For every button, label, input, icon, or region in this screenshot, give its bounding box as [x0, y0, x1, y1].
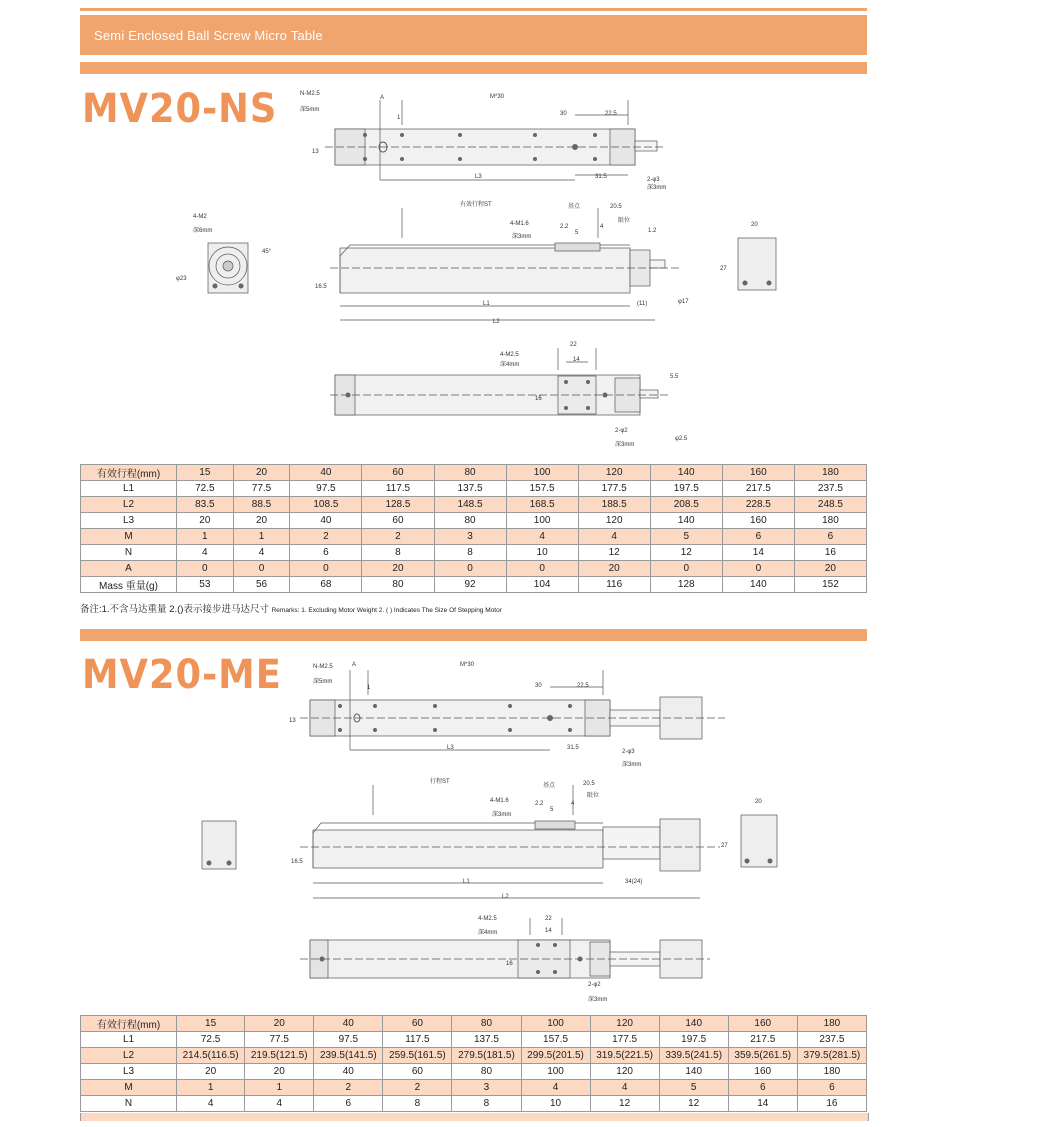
svg-text:4-M1.6: 4-M1.6 [490, 798, 509, 804]
svg-text:φ17: φ17 [678, 299, 689, 305]
svg-text:φ2.5: φ2.5 [675, 436, 688, 442]
spec-table-ns [80, 464, 867, 593]
table-row: L3 20 20 40 60 80 100 120 140 160 180 [81, 1064, 867, 1080]
table-row: M 1 1 2 2 3 4 4 5 6 6 [81, 1080, 867, 1096]
svg-text:31.5: 31.5 [595, 174, 607, 180]
ns-top-view-drawing [295, 85, 675, 195]
svg-text:A: A [352, 662, 357, 668]
svg-text:深4mm: 深4mm [478, 930, 498, 936]
svg-text:2-φ2: 2-φ2 [588, 982, 601, 988]
svg-text:1: 1 [397, 115, 401, 121]
table-header-row: 有效行程(mm) 15 20 40 60 80 100 120 140 160 180 [81, 1016, 867, 1032]
svg-text:20.5: 20.5 [610, 204, 622, 210]
svg-text:深3mm: 深3mm [615, 442, 635, 448]
svg-text:16: 16 [535, 396, 542, 402]
svg-text:27: 27 [720, 266, 727, 272]
svg-text:27: 27 [721, 843, 728, 849]
svg-text:14: 14 [573, 357, 580, 363]
svg-text:深3mm: 深3mm [588, 997, 608, 1003]
svg-text:基点: 基点 [568, 204, 581, 210]
svg-text:5: 5 [575, 230, 579, 236]
svg-text:深3mm: 深3mm [647, 185, 667, 191]
svg-text:30: 30 [560, 111, 567, 117]
svg-text:20.5: 20.5 [583, 781, 595, 787]
svg-text:20: 20 [755, 799, 762, 805]
svg-text:4-M2.5: 4-M2.5 [478, 916, 497, 922]
svg-text:有效行程ST: 有效行程ST [460, 202, 492, 208]
model-title-ns: MV20-NS [82, 86, 278, 132]
table-row: L1 72.5 77.5 97.5 117.5 137.5 157.5 177.5 197.5 217.5 237.5 [81, 1032, 867, 1048]
svg-text:2.2: 2.2 [560, 224, 569, 230]
note-text: 备注:1.不含马达重量 2.()表示接步进马达尺寸 [80, 604, 269, 615]
page-title: Semi Enclosed Ball Screw Micro Table [94, 28, 323, 43]
table-note [80, 601, 502, 615]
svg-text:M*30: M*30 [490, 94, 505, 100]
svg-text:2-φ2: 2-φ2 [615, 428, 628, 434]
table-row: L2 214.5(116.5) 219.5(121.5) 239.5(141.5) 259.5(161.5) 279.5(181.5) 299.5(201.5) 319.5(221.5) 339.5(241.5) 359.5(261.5) 379.5(281.5) [81, 1048, 867, 1064]
svg-text:5.5: 5.5 [670, 374, 679, 380]
svg-text:M*30: M*30 [460, 662, 475, 668]
svg-text:13: 13 [289, 718, 296, 724]
table-row: N 4 4 6 8 8 10 12 12 14 16 [81, 545, 867, 561]
svg-text:2-φ3: 2-φ3 [622, 749, 635, 755]
table-row: L1 72.5 77.5 97.5 117.5 137.5 157.5 177.5 197.5 217.5 237.5 [81, 481, 867, 497]
header-band [80, 15, 867, 55]
remark-text: Remarks: 1. Excluding Motor Weight 2. ( ) Indicates The Size Of Stepping Motor [271, 607, 502, 614]
svg-text:4: 4 [571, 801, 575, 807]
table-row: A 0 0 0 20 0 0 20 0 0 20 [81, 561, 867, 577]
svg-text:深5mm: 深5mm [313, 679, 333, 685]
svg-text:1.2: 1.2 [648, 228, 657, 234]
svg-text:34(24): 34(24) [625, 879, 643, 885]
svg-text:限位: 限位 [587, 793, 600, 799]
svg-text:L1: L1 [483, 301, 490, 307]
svg-text:22: 22 [545, 916, 552, 922]
svg-text:深5mm: 深5mm [300, 107, 320, 113]
svg-text:4-M1.6: 4-M1.6 [510, 221, 529, 227]
svg-text:4-M2.5: 4-M2.5 [500, 352, 519, 358]
svg-text:L1: L1 [463, 879, 470, 885]
svg-text:16.5: 16.5 [291, 859, 303, 865]
svg-text:N-M2.5: N-M2.5 [300, 91, 320, 97]
svg-text:31.5: 31.5 [567, 745, 579, 751]
svg-text:4: 4 [600, 224, 604, 230]
me-bottom-view-drawing [300, 910, 720, 1005]
table-row: N 4 4 6 8 8 10 12 12 14 16 [81, 1096, 867, 1112]
svg-text:22.5: 22.5 [605, 111, 617, 117]
table-header-row: 有效行程(mm) 15 20 40 60 80 100 120 140 160 180 [81, 465, 867, 481]
svg-text:13: 13 [312, 149, 319, 155]
spec-table-me [80, 1015, 867, 1112]
table-row: L2 83.5 88.5 108.5 128.5 148.5 168.5 188.5 208.5 228.5 248.5 [81, 497, 867, 513]
svg-text:深4mm: 深4mm [500, 362, 520, 368]
svg-text:45°: 45° [262, 249, 272, 255]
table-row: L3 20 20 40 60 80 100 120 140 160 180 [81, 513, 867, 529]
table-row: M 1 1 2 2 3 4 4 5 6 6 [81, 529, 867, 545]
me-top-view-drawing [285, 655, 735, 770]
svg-text:20: 20 [751, 222, 758, 228]
me-side-view-drawing [195, 775, 785, 905]
svg-text:N-M2.5: N-M2.5 [313, 664, 333, 670]
svg-text:L2: L2 [502, 894, 509, 900]
svg-text:2.2: 2.2 [535, 801, 544, 807]
table-row-cutoff [80, 1113, 869, 1121]
svg-text:(11): (11) [637, 301, 648, 307]
svg-text:4-M2: 4-M2 [193, 214, 207, 220]
model-title-me: MV20-ME [82, 652, 282, 698]
svg-text:22.5: 22.5 [577, 683, 589, 689]
svg-text:行程ST: 行程ST [430, 779, 450, 785]
section-divider [80, 629, 867, 641]
svg-text:基点: 基点 [543, 783, 556, 789]
table-row: Mass 重量(g) 53 56 68 80 92 104 116 128 140 152 [81, 577, 867, 593]
svg-text:深3mm: 深3mm [622, 762, 642, 768]
svg-text:深3mm: 深3mm [492, 812, 512, 818]
svg-text:深6mm: 深6mm [193, 228, 213, 234]
svg-text:L3: L3 [475, 174, 482, 180]
svg-text:A: A [380, 95, 385, 101]
svg-text:φ23: φ23 [176, 276, 187, 282]
svg-text:30: 30 [535, 683, 542, 689]
svg-text:16.5: 16.5 [315, 284, 327, 290]
svg-text:2-φ3: 2-φ3 [647, 177, 660, 183]
ns-side-view-drawing [176, 198, 790, 333]
section-divider [80, 62, 867, 74]
header-top-rule [80, 8, 867, 11]
svg-text:16: 16 [506, 961, 513, 967]
svg-text:1: 1 [367, 685, 371, 691]
svg-text:深3mm: 深3mm [512, 234, 532, 240]
svg-text:22: 22 [570, 342, 577, 348]
svg-text:5: 5 [550, 807, 554, 813]
ns-bottom-view-drawing [330, 340, 710, 455]
svg-text:14: 14 [545, 928, 552, 934]
svg-text:限位: 限位 [618, 218, 631, 224]
svg-text:L3: L3 [447, 745, 454, 751]
svg-text:L2: L2 [493, 319, 500, 325]
